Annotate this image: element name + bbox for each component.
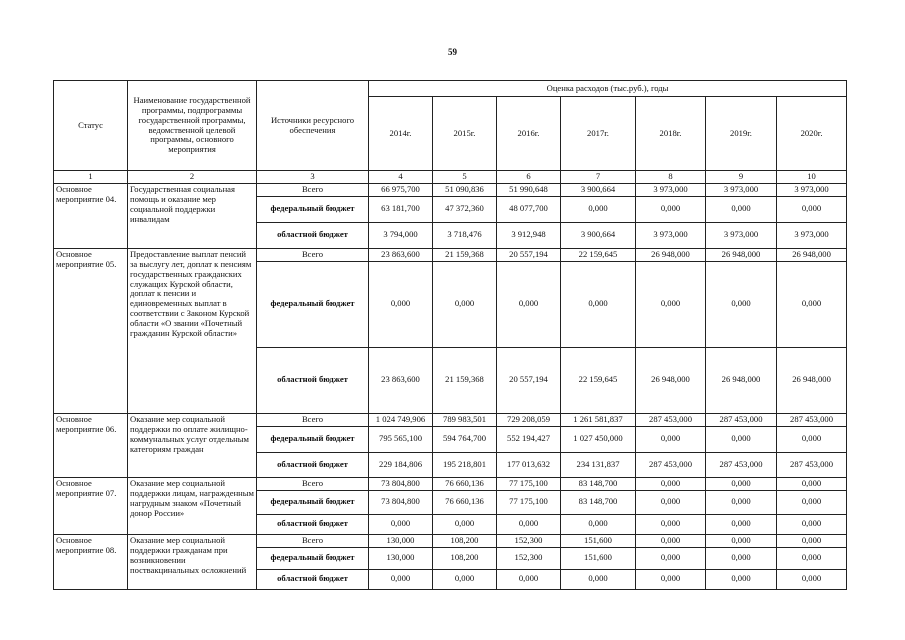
funding-source-cell: федеральный бюджет bbox=[257, 490, 369, 514]
amount-cell: 77 175,100 bbox=[497, 477, 561, 490]
amount-cell: 20 557,194 bbox=[497, 248, 561, 261]
amount-cell: 151,600 bbox=[561, 547, 636, 569]
status-cell: Основное мероприятие 07. bbox=[54, 477, 128, 534]
funding-source-cell: Всего bbox=[257, 183, 369, 196]
program-name-cell: Предоставление выплат пенсий за выслугу лет, доплат к пенсиям государственных гражданских служащих Курской области, доплат к пенсии и единовременных выплат в соответствии с Законом Курской области «О звании «Почетный гражданин Курской области» bbox=[128, 248, 257, 413]
amount-cell: 0,000 bbox=[433, 261, 497, 347]
funding-source-cell: областной бюджет bbox=[257, 514, 369, 534]
header-name: Наименование государственной программы, подпрограммы государственной программы, ведомственной целевой программы, основного мероприятия bbox=[128, 81, 257, 171]
amount-cell: 3 794,000 bbox=[369, 222, 433, 248]
amount-cell: 0,000 bbox=[497, 514, 561, 534]
amount-cell: 0,000 bbox=[777, 490, 847, 514]
amount-cell: 76 660,136 bbox=[433, 490, 497, 514]
amount-cell: 3 718,476 bbox=[433, 222, 497, 248]
amount-cell: 0,000 bbox=[636, 569, 706, 589]
amount-cell: 0,000 bbox=[777, 547, 847, 569]
header-year: 2017г. bbox=[561, 97, 636, 171]
amount-cell: 21 159,368 bbox=[433, 347, 497, 413]
amount-cell: 0,000 bbox=[706, 534, 777, 547]
header-year: 2020г. bbox=[777, 97, 847, 171]
amount-cell: 77 175,100 bbox=[497, 490, 561, 514]
amount-cell: 3 900,664 bbox=[561, 183, 636, 196]
amount-cell: 0,000 bbox=[706, 426, 777, 452]
amount-cell: 795 565,100 bbox=[369, 426, 433, 452]
amount-cell: 83 148,700 bbox=[561, 477, 636, 490]
program-name-cell: Оказание мер социальной поддержки по оплате жилищно-коммунальных услуг отдельным категориям граждан bbox=[128, 413, 257, 477]
amount-cell: 0,000 bbox=[636, 490, 706, 514]
amount-cell: 0,000 bbox=[561, 261, 636, 347]
funding-source-cell: областной бюджет bbox=[257, 569, 369, 589]
amount-cell: 0,000 bbox=[777, 426, 847, 452]
amount-cell: 108,200 bbox=[433, 547, 497, 569]
header-estimate: Оценка расходов (тыс.руб.), годы bbox=[369, 81, 847, 97]
program-name-cell: Оказание мер социальной поддержки лицам, награжденным нагрудным знаком «Почетный донор России» bbox=[128, 477, 257, 534]
amount-cell: 26 948,000 bbox=[636, 248, 706, 261]
table-row bbox=[54, 534, 847, 547]
amount-cell: 0,000 bbox=[433, 569, 497, 589]
amount-cell: 22 159,645 bbox=[561, 347, 636, 413]
funding-source-cell: федеральный бюджет bbox=[257, 547, 369, 569]
amount-cell: 0,000 bbox=[636, 534, 706, 547]
amount-cell: 177 013,632 bbox=[497, 452, 561, 477]
amount-cell: 287 453,000 bbox=[636, 452, 706, 477]
amount-cell: 0,000 bbox=[777, 569, 847, 589]
amount-cell: 0,000 bbox=[636, 196, 706, 222]
amount-cell: 3 973,000 bbox=[636, 222, 706, 248]
amount-cell: 0,000 bbox=[636, 426, 706, 452]
amount-cell: 0,000 bbox=[777, 196, 847, 222]
column-number: 8 bbox=[636, 171, 706, 184]
amount-cell: 0,000 bbox=[369, 514, 433, 534]
column-number: 2 bbox=[128, 171, 257, 184]
amount-cell: 3 973,000 bbox=[777, 222, 847, 248]
amount-cell: 26 948,000 bbox=[706, 347, 777, 413]
budget-table bbox=[53, 80, 847, 590]
page-number: 59 bbox=[448, 47, 457, 57]
funding-source-cell: Всего bbox=[257, 413, 369, 426]
amount-cell: 20 557,194 bbox=[497, 347, 561, 413]
amount-cell: 0,000 bbox=[706, 569, 777, 589]
amount-cell: 287 453,000 bbox=[706, 413, 777, 426]
table-row bbox=[54, 183, 847, 196]
amount-cell: 0,000 bbox=[497, 569, 561, 589]
status-cell: Основное мероприятие 06. bbox=[54, 413, 128, 477]
amount-cell: 23 863,600 bbox=[369, 347, 433, 413]
amount-cell: 0,000 bbox=[706, 490, 777, 514]
amount-cell: 789 983,501 bbox=[433, 413, 497, 426]
amount-cell: 130,000 bbox=[369, 534, 433, 547]
amount-cell: 3 973,000 bbox=[636, 183, 706, 196]
amount-cell: 23 863,600 bbox=[369, 248, 433, 261]
amount-cell: 234 131,837 bbox=[561, 452, 636, 477]
amount-cell: 26 948,000 bbox=[777, 248, 847, 261]
amount-cell: 0,000 bbox=[433, 514, 497, 534]
funding-source-cell: федеральный бюджет bbox=[257, 196, 369, 222]
status-cell: Основное мероприятие 04. bbox=[54, 183, 128, 248]
amount-cell: 3 900,664 bbox=[561, 222, 636, 248]
table-row bbox=[54, 477, 847, 490]
header-year: 2019г. bbox=[706, 97, 777, 171]
amount-cell: 0,000 bbox=[369, 261, 433, 347]
amount-cell: 3 912,948 bbox=[497, 222, 561, 248]
amount-cell: 47 372,360 bbox=[433, 196, 497, 222]
funding-source-cell: областной бюджет bbox=[257, 347, 369, 413]
amount-cell: 3 973,000 bbox=[777, 183, 847, 196]
column-number: 1 bbox=[54, 171, 128, 184]
header-year: 2016г. bbox=[497, 97, 561, 171]
column-number: 4 bbox=[369, 171, 433, 184]
column-number: 5 bbox=[433, 171, 497, 184]
funding-source-cell: областной бюджет bbox=[257, 452, 369, 477]
amount-cell: 0,000 bbox=[706, 196, 777, 222]
header-year: 2014г. bbox=[369, 97, 433, 171]
table-row bbox=[54, 248, 847, 261]
amount-cell: 108,200 bbox=[433, 534, 497, 547]
amount-cell: 594 764,700 bbox=[433, 426, 497, 452]
amount-cell: 0,000 bbox=[561, 196, 636, 222]
amount-cell: 151,600 bbox=[561, 534, 636, 547]
amount-cell: 152,300 bbox=[497, 534, 561, 547]
amount-cell: 51 090,836 bbox=[433, 183, 497, 196]
amount-cell: 0,000 bbox=[497, 261, 561, 347]
amount-cell: 0,000 bbox=[636, 261, 706, 347]
amount-cell: 287 453,000 bbox=[636, 413, 706, 426]
funding-source-cell: федеральный бюджет bbox=[257, 426, 369, 452]
funding-source-cell: федеральный бюджет bbox=[257, 261, 369, 347]
amount-cell: 3 973,000 bbox=[706, 222, 777, 248]
amount-cell: 0,000 bbox=[777, 261, 847, 347]
funding-source-cell: Всего bbox=[257, 477, 369, 490]
amount-cell: 1 024 749,906 bbox=[369, 413, 433, 426]
amount-cell: 51 990,648 bbox=[497, 183, 561, 196]
amount-cell: 130,000 bbox=[369, 547, 433, 569]
amount-cell: 287 453,000 bbox=[777, 452, 847, 477]
amount-cell: 1 027 450,000 bbox=[561, 426, 636, 452]
amount-cell: 3 973,000 bbox=[706, 183, 777, 196]
amount-cell: 0,000 bbox=[706, 261, 777, 347]
header-source: Источники ресурсного обеспечения bbox=[257, 81, 369, 171]
amount-cell: 0,000 bbox=[636, 514, 706, 534]
amount-cell: 0,000 bbox=[777, 514, 847, 534]
amount-cell: 0,000 bbox=[636, 477, 706, 490]
funding-source-cell: областной бюджет bbox=[257, 222, 369, 248]
amount-cell: 0,000 bbox=[561, 514, 636, 534]
amount-cell: 76 660,136 bbox=[433, 477, 497, 490]
amount-cell: 287 453,000 bbox=[706, 452, 777, 477]
amount-cell: 66 975,700 bbox=[369, 183, 433, 196]
program-name-cell: Государственная социальная помощь и оказание мер социальной поддержки инвалидам bbox=[128, 183, 257, 248]
amount-cell: 152,300 bbox=[497, 547, 561, 569]
amount-cell: 0,000 bbox=[706, 477, 777, 490]
amount-cell: 73 804,800 bbox=[369, 477, 433, 490]
amount-cell: 21 159,368 bbox=[433, 248, 497, 261]
funding-source-cell: Всего bbox=[257, 248, 369, 261]
amount-cell: 83 148,700 bbox=[561, 490, 636, 514]
amount-cell: 48 077,700 bbox=[497, 196, 561, 222]
table-row bbox=[54, 413, 847, 426]
amount-cell: 0,000 bbox=[369, 569, 433, 589]
amount-cell: 26 948,000 bbox=[636, 347, 706, 413]
header-year: 2015г. bbox=[433, 97, 497, 171]
column-number: 10 bbox=[777, 171, 847, 184]
amount-cell: 0,000 bbox=[777, 534, 847, 547]
column-number: 3 bbox=[257, 171, 369, 184]
amount-cell: 73 804,800 bbox=[369, 490, 433, 514]
amount-cell: 1 261 581,837 bbox=[561, 413, 636, 426]
amount-cell: 22 159,645 bbox=[561, 248, 636, 261]
status-cell: Основное мероприятие 08. bbox=[54, 534, 128, 589]
funding-source-cell: Всего bbox=[257, 534, 369, 547]
amount-cell: 195 218,801 bbox=[433, 452, 497, 477]
amount-cell: 552 194,427 bbox=[497, 426, 561, 452]
amount-cell: 0,000 bbox=[636, 547, 706, 569]
amount-cell: 26 948,000 bbox=[777, 347, 847, 413]
column-number: 6 bbox=[497, 171, 561, 184]
amount-cell: 287 453,000 bbox=[777, 413, 847, 426]
header-status: Статус bbox=[54, 81, 128, 171]
amount-cell: 26 948,000 bbox=[706, 248, 777, 261]
amount-cell: 0,000 bbox=[777, 477, 847, 490]
header-year: 2018г. bbox=[636, 97, 706, 171]
amount-cell: 63 181,700 bbox=[369, 196, 433, 222]
status-cell: Основное мероприятие 05. bbox=[54, 248, 128, 413]
column-number: 9 bbox=[706, 171, 777, 184]
program-name-cell: Оказание мер социальной поддержки гражданам при возникновении поствакцинальных осложнений bbox=[128, 534, 257, 589]
amount-cell: 729 208,059 bbox=[497, 413, 561, 426]
amount-cell: 0,000 bbox=[706, 514, 777, 534]
column-number: 7 bbox=[561, 171, 636, 184]
amount-cell: 0,000 bbox=[706, 547, 777, 569]
amount-cell: 229 184,806 bbox=[369, 452, 433, 477]
amount-cell: 0,000 bbox=[561, 569, 636, 589]
